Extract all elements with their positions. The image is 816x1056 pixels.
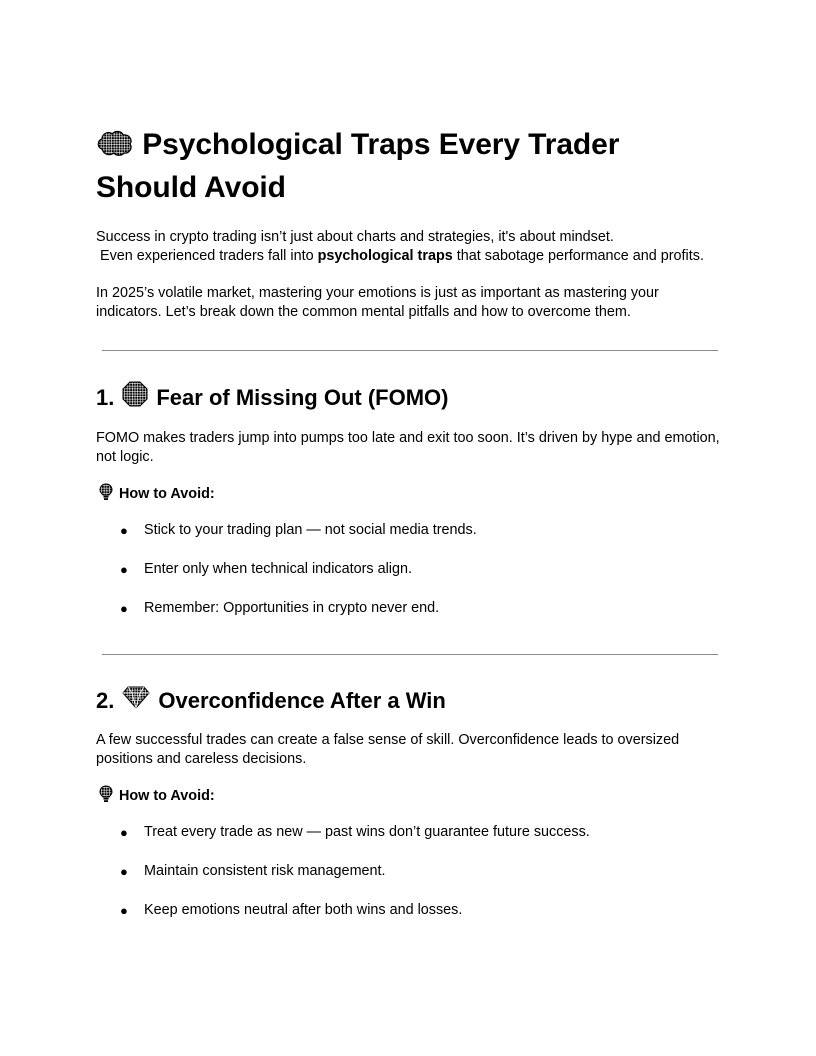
intro-line-2: [96, 247, 720, 266]
section-2-bullet-list: [96, 823, 720, 920]
section-1-bullet-list: [96, 521, 720, 618]
stop-sign-icon: [122, 381, 148, 415]
section-2-number: 2.: [96, 687, 115, 713]
bullet-icon: ●: [120, 522, 128, 538]
page-title-text: Psychological Traps Every Trader Should Avoid: [96, 128, 620, 204]
section-2-subheading: [99, 785, 720, 809]
brain-icon: [96, 126, 134, 167]
section-1-subheading: [99, 483, 720, 507]
bullet-icon: ●: [120, 902, 128, 918]
list-item-text: Enter only when technical indicators align.: [144, 560, 412, 577]
list-item-text: Maintain consistent risk management.: [144, 862, 386, 879]
intro-paragraph-2: In 2025’s volatile market, mastering your emotions is just as important as mastering your indicators. Let’s break down the common mental pitfalls and how to overcome them.: [96, 284, 659, 320]
intro-line-2-post: that sabotage performance and profits.: [452, 247, 704, 264]
list-item: [96, 862, 720, 881]
intro-paragraph-1: [96, 228, 720, 266]
bullet-icon: ●: [120, 600, 128, 616]
list-item-text: Remember: Opportunities in crypto never end.: [144, 599, 440, 616]
list-item: [96, 823, 720, 842]
lightbulb-icon: [99, 483, 113, 507]
list-item: [96, 599, 720, 618]
page-title: [96, 124, 720, 208]
intro-line-2-pre: Even experienced traders fall into: [100, 247, 318, 264]
document-content: [96, 124, 720, 940]
section-divider: [102, 350, 718, 351]
list-item: [96, 560, 720, 579]
gem-icon: [122, 685, 150, 717]
section-1-sublabel: How to Avoid:: [119, 486, 215, 503]
intro-bold-phrase: psychological traps: [317, 247, 453, 264]
section-divider: [102, 654, 718, 655]
section-2-body: A few successful trades can create a false sense of skill. Overconfidence leads to oversized positions and careless decisions.: [96, 731, 680, 767]
lightbulb-icon: [99, 785, 113, 809]
section-1-body: FOMO makes traders jump into pumps too late and exit too soon. It’s driven by hype and emotion, not logic.: [96, 429, 720, 465]
list-item-text: Treat every trade as new — past wins don’t guarantee future success.: [144, 823, 590, 840]
section-2-title: Overconfidence After a Win: [158, 687, 446, 713]
list-item-text: Stick to your trading plan — not social media trends.: [144, 521, 477, 538]
bullet-icon: ●: [120, 824, 128, 840]
list-item-text: Keep emotions neutral after both wins and losses.: [144, 901, 463, 918]
section-2-sublabel: How to Avoid:: [119, 788, 215, 805]
bullet-icon: ●: [120, 561, 128, 577]
section-2-heading: [96, 685, 720, 717]
list-item: [96, 521, 720, 540]
intro-line-1: Success in crypto trading isn’t just about charts and strategies, it's about mindset.: [96, 228, 614, 245]
section-1-title: Fear of Missing Out (FOMO): [156, 384, 449, 410]
section-1-number: 1.: [96, 384, 115, 410]
list-item: [96, 901, 720, 920]
section-1-heading: [96, 381, 720, 415]
bullet-icon: ●: [120, 863, 128, 879]
